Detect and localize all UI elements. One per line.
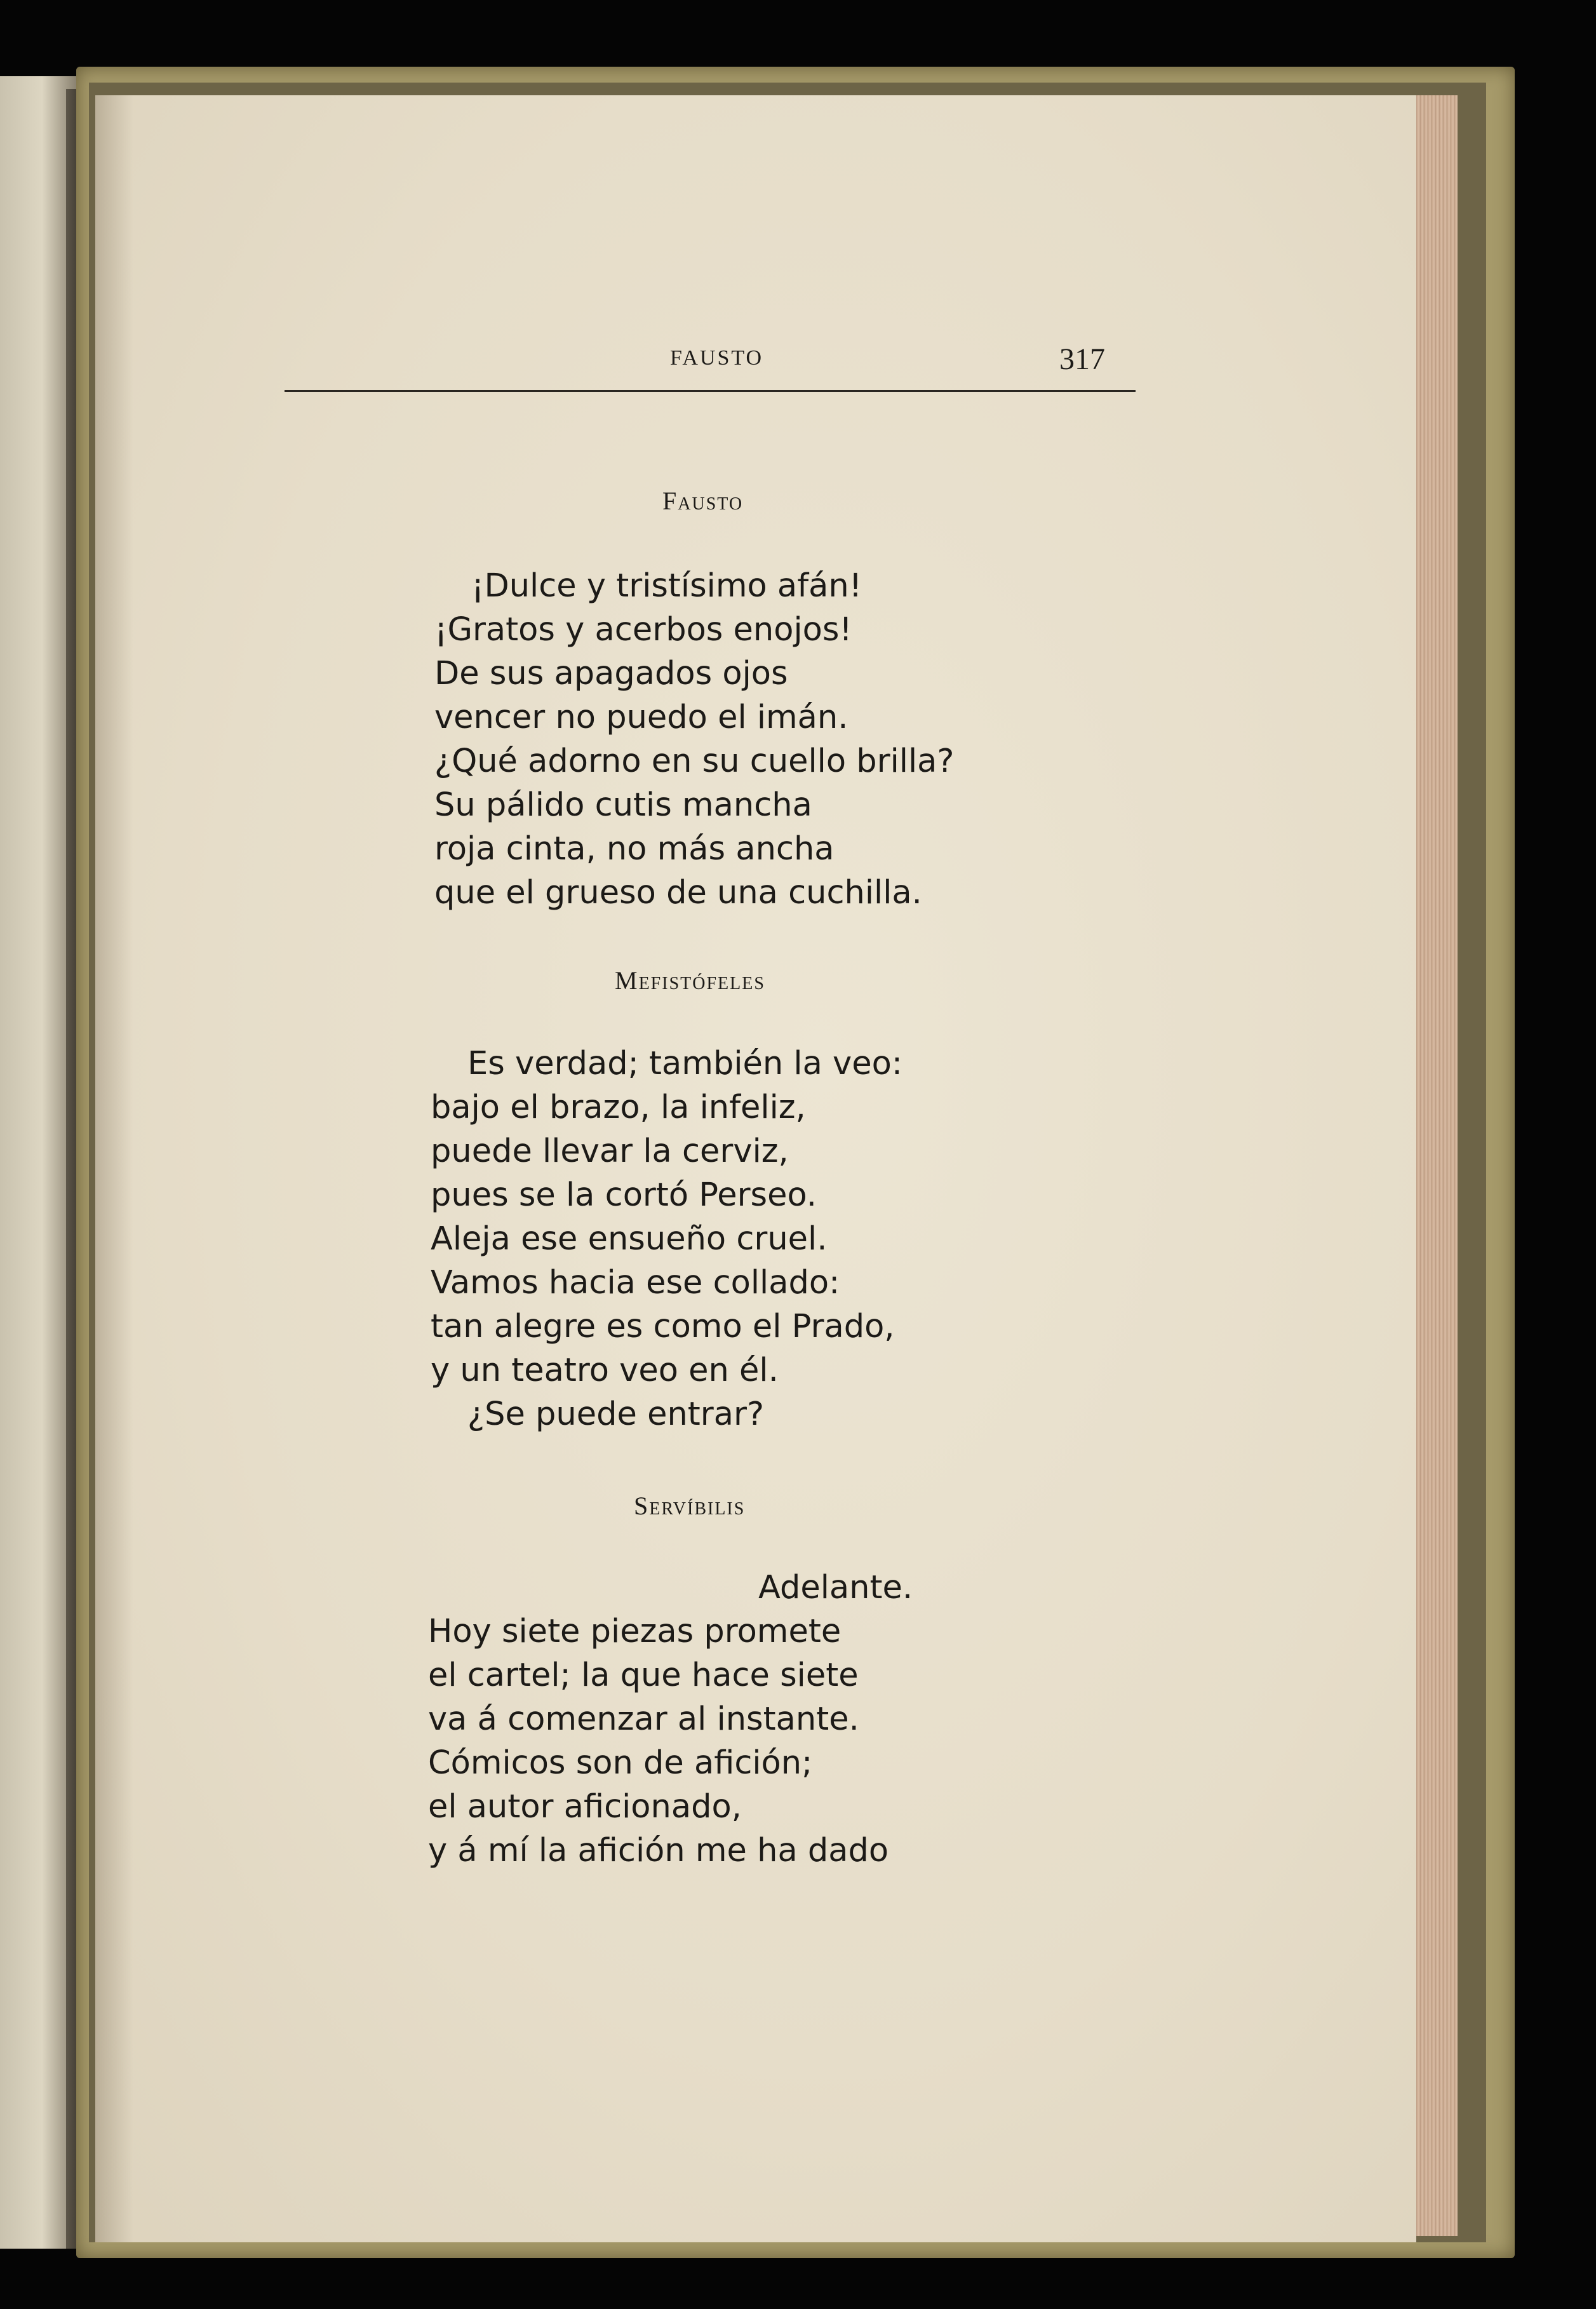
speaker-name-fausto: Fausto <box>662 487 744 515</box>
verse-line: ¡Dulce y tristísimo afán! <box>471 567 862 605</box>
verse-line: Adelante. <box>758 1569 913 1606</box>
verse-line: va á comenzar al instante. <box>428 1700 859 1738</box>
verse-line: que el grueso de una cuchilla. <box>434 874 922 912</box>
verse-line: Cómicos son de afición; <box>428 1744 813 1782</box>
speaker-name-servibilis: Servíbilis <box>634 1491 746 1520</box>
verse-line: bajo el brazo, la infeliz, <box>431 1089 806 1126</box>
header-rule <box>285 390 1136 392</box>
verse-line: el autor aficionado, <box>428 1788 742 1826</box>
verse-line: tan alegre es como el Prado, <box>431 1308 895 1345</box>
page-edges <box>1413 95 1458 2236</box>
verse-line: Vamos hacia ese collado: <box>431 1264 840 1302</box>
speaker-name-mefistofeles: Mefistófeles <box>615 966 765 995</box>
verse-line: puede llevar la cerviz, <box>431 1133 789 1170</box>
verse-line: el cartel; la que hace siete <box>428 1657 859 1694</box>
verse-line: y á mí la afición me ha dado <box>428 1832 889 1869</box>
verse-line: ¿Qué adorno en su cuello brilla? <box>434 743 955 780</box>
verse-line: Es verdad; también la veo: <box>467 1045 902 1082</box>
page-number: 317 <box>1059 342 1105 376</box>
verse-block-mefistofeles <box>431 1042 902 1436</box>
verse-line: De sus apagados ojos <box>434 655 788 692</box>
verse-line: roja cinta, no más ancha <box>434 830 835 868</box>
verse-line: vencer no puedo el imán. <box>434 699 848 736</box>
verse-line: ¿Se puede entrar? <box>467 1396 765 1433</box>
verse-line: Aleja ese ensueño cruel. <box>431 1220 828 1258</box>
running-head: FAUSTO <box>670 346 764 370</box>
verse-line: Su pálido cutis mancha <box>434 786 812 824</box>
verse-line: Hoy siete piezas promete <box>428 1613 842 1650</box>
verse-line: ¡Gratos y acerbos enojos! <box>434 611 852 649</box>
verse-line: y un teatro veo en él. <box>431 1352 779 1389</box>
verse-line: pues se la cortó Perseo. <box>431 1176 817 1214</box>
previous-page-edge <box>0 76 76 2249</box>
verse-block-fausto <box>434 564 954 915</box>
verse-block-servibilis <box>428 1566 913 1873</box>
